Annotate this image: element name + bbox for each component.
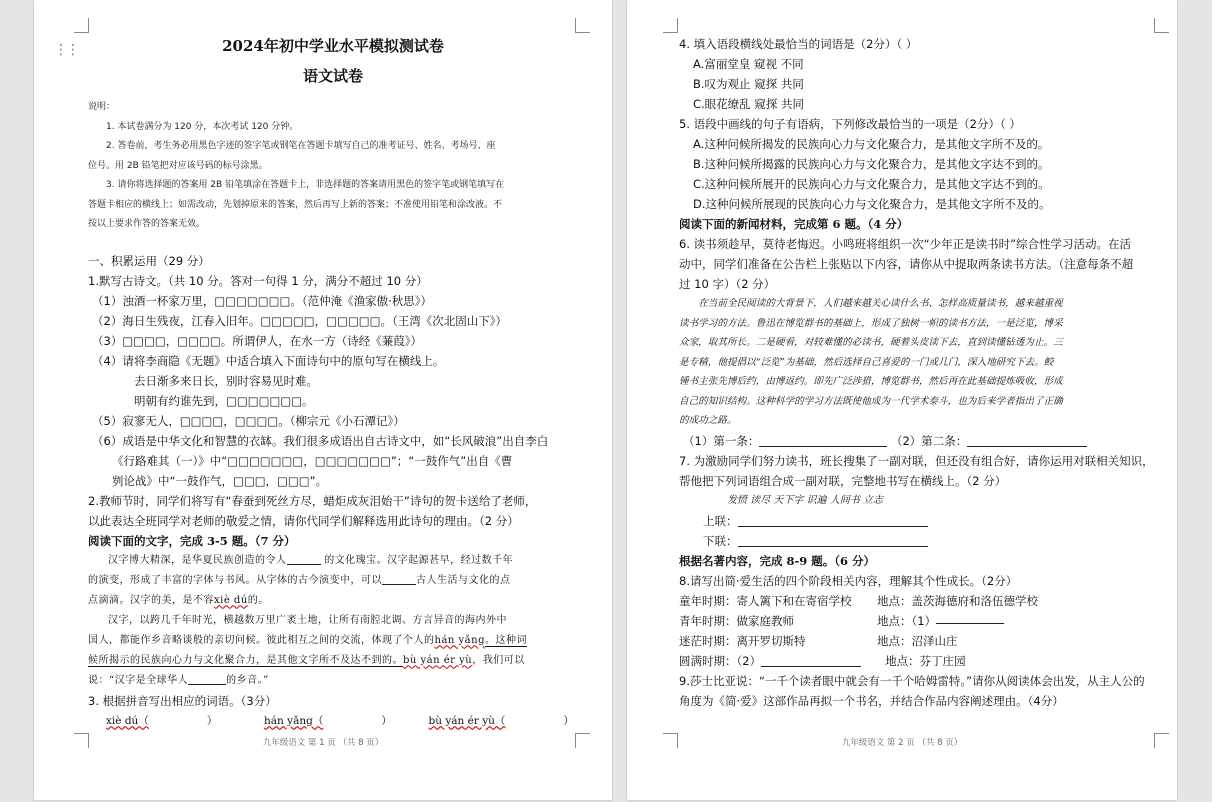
passage-text: 是专精，他提倡以“泛览”为基础，然后选择自己喜爱的一门或几门，深入地研究下去。鲛	[679, 356, 1054, 368]
passage-text: 的成功之路。	[679, 415, 737, 426]
pinyin-annotation: xiè dú	[214, 594, 248, 606]
q8-period: 迷茫时期：离开罗切斯特	[679, 633, 806, 648]
question-9-cont: 角度为《简·爱》这部作品再拟一个书名，并结合作品内容阐述理由。（4分）	[679, 693, 1064, 708]
page-1-footer: 九年级语文 第 1 页 （共 8 页）	[262, 738, 384, 748]
passage-text: 在当前全民阅读的大背景下，人们越来越关心读什么书、怎样高质量读书，越来越重视	[698, 298, 1063, 309]
page-2-content	[679, 34, 1155, 711]
question-6: 6. 读书须趁早，莫待老悔迟。小鸣班将组织一次“少年正是读书时”综合性学习活动。在活	[679, 237, 1132, 251]
question-8: 8.请写出简·爱生活的四个阶段相关内容，理解其个性成长。（2分）	[679, 573, 1018, 588]
passage-text: 自己的知识结构。这种科学的学习方法既使他成为一代学术泰斗，也为后来学者指出了正确	[679, 395, 1063, 407]
q8-place: 地点：沼泽山庄	[877, 633, 958, 648]
couplet-label: 下联：	[703, 533, 738, 548]
question-5-option[interactable]: C.这种问候所展开的民族向心力与文化聚合力，是其他文字达不到的。	[693, 177, 1050, 191]
passage-text: 众家，取其所长。二是硬看，对较难懂的必读书，硬着头皮读下去，直到读懂钻透为止。三	[679, 337, 1063, 348]
question-7: 7. 为激励同学们努力读书，班长搜集了一副对联，但还没有组合好，请你运用对联相关知识，	[679, 453, 1154, 468]
question-6-cont: 过 10 字）（2 分）	[679, 277, 776, 291]
question-2: 2.教师节时，同学们将写有“春蚕到死丝方尽，蜡炬成灰泪始干”诗句的贺卡送给了老师，	[88, 493, 537, 508]
q8-place: 地点：（1）	[877, 613, 937, 628]
question-5-option[interactable]: A.这种问候所揭发的民族向心力与文化聚合力，是其他文字所不及的。	[693, 137, 1050, 151]
passage-text: 的演变，形成了丰富的字体与书风。从字体的古今演变中，可以	[88, 574, 382, 586]
question-1-item: （2）海日生残夜，江春入旧年。□□□□□，□□□□□。（王湾《次北固山下》）	[92, 313, 507, 328]
question-5: 5. 语段中画线的句子有语病，下列修改最恰当的一项是（2分）（ ）	[679, 117, 1021, 131]
answer-label: （1）第一条：	[683, 433, 760, 448]
drag-handle-icon[interactable]: ⋮⋮	[54, 42, 78, 58]
paren-close: ）	[206, 714, 218, 727]
passage-text: ，我们可以	[472, 654, 525, 666]
crop-mark-top-right	[1154, 18, 1169, 33]
passage-text: 锺书主张先博后约，由博返约。即先广泛涉猎，博览群书，然后再在此基础提炼吸收，形成	[679, 376, 1063, 387]
answer-line[interactable]	[738, 534, 928, 547]
fill-blank[interactable]	[188, 672, 226, 685]
question-5-option[interactable]: D.这种问候所展现的民族向心力与文化聚合力，是其他文字所不及的。	[693, 197, 1051, 211]
answer-line[interactable]	[738, 514, 928, 527]
question-3-answers	[88, 711, 578, 731]
question-1-item: （4）请将李商隐《无题》中适合填入下面诗句中的原句写在横线上。	[92, 353, 445, 368]
passage-text: 的乡音。”	[226, 674, 269, 686]
fill-blank[interactable]	[382, 572, 416, 585]
pinyin-annotation: hán yǎng	[434, 634, 485, 646]
document-page-1	[34, 0, 612, 800]
passage-text: 说：“汉字是全球华人	[88, 674, 189, 686]
q8-period: 青年时期：做家庭教师	[679, 613, 794, 628]
passage-text: 古人生活与文化的点	[416, 574, 511, 586]
couplet-upper	[679, 511, 1155, 531]
answer-line[interactable]	[936, 611, 1004, 624]
passage-text: 的文化瑰宝。汉字起源甚早，经过数千年	[324, 554, 514, 566]
question-7-words: 发愤 读尽 天下字 识遍 人间书 立志	[727, 494, 883, 506]
pinyin-prompt: hán yǎng（	[264, 714, 324, 727]
reading-3-heading: 根据名著内容，完成 8-9 题。（6 分）	[679, 553, 876, 568]
question-7-cont: 帮他把下列词语组合成一副对联，完整地书写在横线上。（2 分）	[679, 473, 1007, 488]
fill-blank[interactable]	[287, 552, 321, 565]
underlined-sentence: 候所揭示的民族向心力与文化聚合力，是其他文字所不及达不到的。	[88, 654, 403, 666]
reading-2-heading: 阅读下面的新闻材料，完成第 6 题。（4 分）	[679, 217, 909, 231]
passage-text: 的。	[247, 594, 269, 606]
instructions	[88, 98, 578, 235]
q8-period: 圆满时期：（2）	[679, 653, 762, 668]
poem-line: 去日渐多来日长，别时容易见时难。	[134, 373, 318, 388]
q8-place: 地点：盖茨海德府和洛伍德学校	[877, 593, 1038, 608]
instruction-line: 按以上要求作答的答案无效。	[88, 219, 206, 229]
couplet-lower	[679, 531, 1155, 551]
underlined-sentence: 。这种词	[484, 634, 527, 646]
q8-row	[679, 591, 1155, 611]
passage-text: 国人，都能作乡音略谈般的亲切问候。彼此相互之间的交流，体现了个人的	[88, 634, 435, 646]
passage-text: 点滴滴。汉字的美，是不容	[88, 594, 214, 606]
page-1-content	[88, 36, 578, 731]
question-3: 3. 根据拼音写出相应的词语。（3分）	[88, 693, 277, 708]
reading-1-heading: 阅读下面的文字，完成 3-5 题。（7 分）	[88, 533, 296, 548]
instructions-label: 说明：	[88, 102, 116, 112]
crop-mark-top-left	[74, 18, 89, 33]
q8-row	[679, 631, 1155, 651]
answer-label: （2）第二条：	[890, 433, 968, 448]
q8-row	[679, 651, 1155, 671]
question-4-option[interactable]: C.眼花缭乱 窥探 共同	[693, 97, 804, 111]
question-1-item-cont: 《行路难其（一）》中“□□□□□□□，□□□□□□□”；“一鼓作气”出自《曹	[112, 453, 513, 468]
page-2-footer: 九年级语文 第 2 页 （共 8 页）	[841, 738, 963, 748]
passage-2	[679, 294, 1155, 431]
passage-1	[88, 551, 578, 691]
question-9: 9.莎士比亚说：“一千个读者眼中就会有一千个哈姆雷特。”请你从阅读体会出发，从主人公的	[679, 673, 1145, 688]
crop-mark-top-right	[575, 18, 590, 33]
question-6-answers	[679, 431, 1155, 451]
answer-line[interactable]	[967, 434, 1087, 447]
question-4: 4. 填入语段横线处最恰当的词语是（2分）（ ）	[679, 37, 918, 51]
question-1-item: （1）浊酒一杯家万里，□□□□□□□。（范仲淹《渔家傲·秋思》）	[92, 293, 433, 308]
pinyin-annotation: bù yán ér yù	[403, 654, 473, 666]
passage-text: 汉字博大精深，是华夏民族创造的令人	[108, 554, 287, 566]
document-page-2	[627, 0, 1177, 800]
instruction-line: 3. 请你将选择题的答案用 2B 铅笔填涂在答题卡上，非选择题的答案请用黑色的签字笔或钢笔填写在	[106, 180, 505, 190]
question-1-item: （3）□□□□，□□□□。所谓伊人，在水一方（诗经《蒹葭》）	[92, 333, 422, 348]
question-1: 1.默写古诗文。（共 10 分。答对一句得 1 分，满分不超过 10 分）	[88, 273, 428, 288]
crop-mark-top-left	[663, 18, 678, 33]
q8-place: 地点：芬丁庄园	[885, 653, 966, 668]
page-title: 2024年初中学业水平模拟测试卷	[222, 37, 444, 55]
poem-line: 明朝有约谁先到，□□□□□□□。	[134, 393, 314, 408]
answer-line[interactable]	[759, 434, 887, 447]
instruction-line: 答题卡相应的横线上；如需改动，先划掉原来的答案，然后再写上新的答案；不准使用铅笔和涂改液。不	[88, 199, 503, 210]
page-subtitle: 语文试卷	[302, 67, 363, 85]
pinyin-prompt: bù yán ér yù（	[428, 714, 506, 727]
paren-close: ）	[563, 714, 574, 727]
question-1-item-cont: 刿论战》中“一鼓作气，□□□，□□□”。	[112, 473, 328, 488]
couplet-label: 上联：	[703, 513, 738, 528]
question-1-item: （5）寂寥无人，□□□□，□□□□。（柳宗元《小石潭记》）	[92, 413, 405, 428]
passage-text: 读书学习的方法。鲁迅在博览群书的基础上，形成了独树一帜的读书方法，一是泛览，博采	[679, 317, 1063, 329]
instruction-line: 1. 本试卷满分为 120 分，本次考试 120 分钟。	[106, 121, 299, 132]
section-1-heading: 一、积累运用（29 分）	[88, 253, 210, 268]
q8-row	[679, 611, 1155, 631]
q8-period: 童年时期：寄人篱下和在寄宿学校	[679, 593, 852, 608]
question-5-option[interactable]: B.这种问候所揭露的民族向心力与文化聚合力，是其他文字达不到的。	[693, 157, 1050, 171]
paren-close: ）	[381, 714, 392, 727]
pinyin-prompt: xiè dú（	[106, 714, 149, 727]
question-1-item: （6）成语是中华文化和智慧的衣缽。我们很多成语出自古诗文中，如“长风破浪”出自李白	[92, 433, 549, 448]
question-2-cont: 以此表达全班同学对老师的敬爱之情，请你代同学们解释选用此诗句的理由。（2 分）	[88, 513, 519, 528]
question-4-option[interactable]: B.叹为观止 窥探 共同	[693, 77, 804, 91]
question-4-option[interactable]: A.富丽堂皇 窥视 不同	[693, 57, 804, 71]
instruction-line: 位号。用 2B 铅笔把对应该号码的标号涂黑。	[88, 160, 268, 171]
question-6-cont: 动中，同学们准备在公告栏上张贴以下内容，请你从中提取两条读书方法。（注意每条不超	[679, 257, 1134, 271]
passage-text: 汉字，以跨几千年时光，横越数万里广袤土地，让所有南腔北调、方言异音的海内外中	[108, 614, 507, 626]
answer-line[interactable]	[761, 654, 861, 667]
instruction-line: 2. 答卷前，考生务必用黑色字迹的签字笔或钢笔在答题卡填写自己的准考证号、姓名、考场号、座	[106, 141, 496, 151]
